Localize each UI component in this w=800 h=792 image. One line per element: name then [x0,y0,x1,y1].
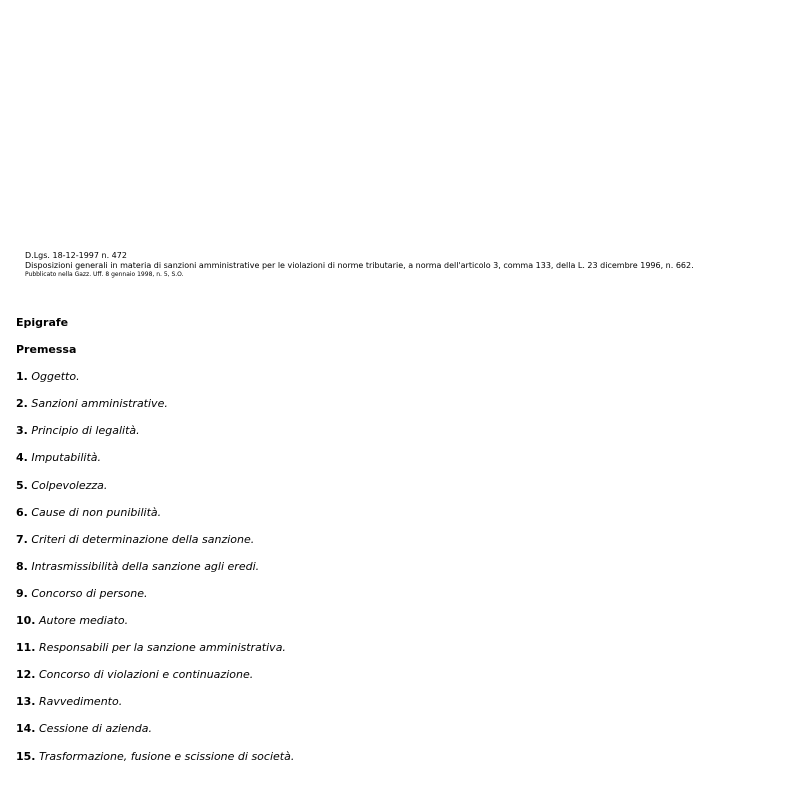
article-number: 10. [16,614,36,628]
article-number: 1. [16,370,28,384]
toc-link-article[interactable] [16,720,786,747]
toc-link-article[interactable] [16,449,786,476]
article-title: Autore mediato. [39,614,129,628]
document-header [25,251,785,279]
article-title: Cause di non punibilità. [31,505,162,519]
publication-note: Pubblicato nella Gazz. Uff. 8 gennaio 1998, n. 5, S.O. [25,271,184,278]
article-number: 4. [16,451,28,465]
article-number: 8. [16,559,28,573]
article-title: Principio di legalità. [31,424,140,438]
toc-link-article[interactable] [16,585,786,612]
article-title: Sanzioni amministrative. [31,397,168,411]
article-title: Colpevolezza. [31,478,108,492]
toc-link-article[interactable] [16,504,786,531]
article-title: Imputabilità. [31,451,102,465]
toc-link-article[interactable] [16,422,786,449]
toc-link-article[interactable] [16,531,786,558]
decree-description: Disposizioni generali in materia di sanzioni amministrative per le violazioni di norme tributarie, a norma dell'articolo 3, comma 133, della L. 23 dicembre 1996, n. 662. [25,261,694,270]
toc-link-article[interactable] [16,748,786,775]
table-of-contents [16,314,786,775]
article-number: 14. [16,722,36,736]
toc-link-article[interactable] [16,612,786,639]
article-number: 11. [16,641,36,655]
toc-link-premessa[interactable] [16,341,786,368]
toc-link-label: Epigrafe [16,316,69,329]
article-number: 2. [16,397,28,411]
toc-link-article[interactable] [16,368,786,395]
article-number: 6. [16,505,28,519]
toc-link-label: Premessa [16,343,77,357]
article-title: Criteri di determinazione della sanzione. [31,532,255,546]
toc-link-article[interactable] [16,558,786,585]
article-number: 3. [16,424,28,438]
toc-link-article[interactable] [16,666,786,693]
toc-link-epigrafe[interactable] [16,314,786,341]
toc-link-article[interactable] [16,693,786,720]
toc-link-article[interactable] [16,639,786,666]
article-number: 13. [16,695,36,709]
article-title: Oggetto. [31,370,80,384]
article-number: 9. [16,586,28,600]
article-number: 7. [16,532,28,546]
article-title: Concorso di persone. [31,586,148,600]
article-title: Responsabili per la sanzione amministrativa. [39,641,286,655]
article-title: Trasformazione, fusione e scissione di società. [39,749,295,763]
decree-reference: D.Lgs. 18-12-1997 n. 472 [25,251,127,260]
article-title: Intrasmissibilità della sanzione agli eredi. [31,559,260,573]
article-title: Cessione di azienda. [39,722,152,736]
article-number: 12. [16,668,36,682]
article-title: Ravvedimento. [39,695,123,709]
article-number: 15. [16,749,36,763]
toc-link-article[interactable] [16,395,786,422]
toc-link-article[interactable] [16,477,786,504]
article-number: 5. [16,478,28,492]
article-title: Concorso di violazioni e continuazione. [39,668,254,682]
